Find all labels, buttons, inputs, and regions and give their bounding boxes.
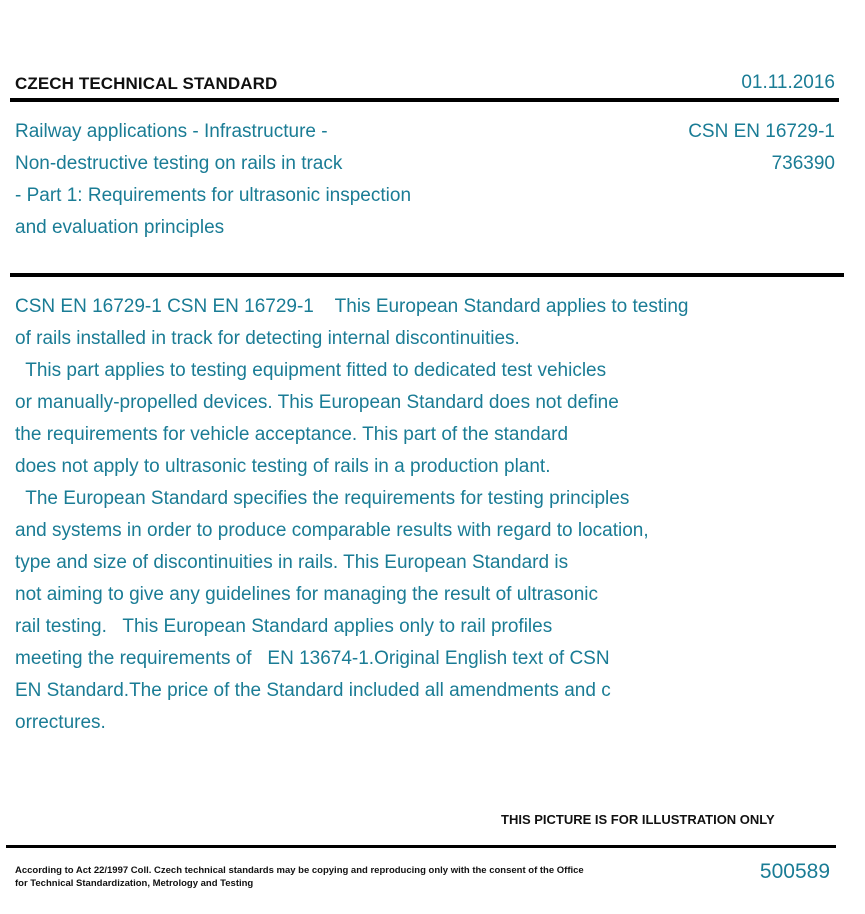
description-line: does not apply to ultrasonic testing of rails in a production plant. (15, 456, 551, 477)
description-line: type and size of discontinuities in rails. This European Standard is (15, 552, 569, 573)
description-line: not aiming to give any guidelines for managing the result of ultrasonic (15, 584, 599, 605)
description-line: This part applies to testing equipment fitted to dedicated test vehicles (15, 360, 607, 381)
legal-notice (15, 864, 615, 890)
description-line: meeting the requirements of EN 13674-1.Original English text of CSN (15, 648, 610, 669)
standard-title-line: Non-destructive testing on rails in track (15, 153, 343, 174)
standard-title-line: Railway applications - Infrastructure - (15, 121, 328, 142)
description-line: EN Standard.The price of the Standard included all amendments and c (15, 680, 611, 701)
standard-description (15, 291, 815, 739)
legal-notice-line: for Technical Standardization, Metrology and Testing (15, 878, 254, 889)
standard-title-line: and evaluation principles (15, 217, 225, 238)
standard-number: CSN EN 16729-1 (688, 121, 835, 142)
description-line: rail testing. This European Standard applies only to rail profiles (15, 616, 553, 637)
description-line: and systems in order to produce comparable results with regard to location, (15, 520, 649, 541)
description-line: or manually-propelled devices. This European Standard does not define (15, 392, 619, 413)
document-date: 01.11.2016 (741, 72, 835, 93)
illustration-disclaimer: THIS PICTURE IS FOR ILLUSTRATION ONLY (501, 812, 775, 827)
description-line: the requirements for vehicle acceptance. This part of the standard (15, 424, 569, 445)
legal-notice-line: According to Act 22/1997 Coll. Czech technical standards may be copying and reproducing only with the consent of the Office (15, 865, 584, 876)
standard-title (15, 116, 411, 244)
catalog-number: 500589 (759, 860, 830, 883)
header-divider (10, 98, 839, 102)
title-divider (10, 273, 844, 277)
description-line: CSN EN 16729-1 CSN EN 16729-1 This European Standard applies to testing (15, 296, 689, 317)
standard-codes (688, 116, 835, 180)
description-line: orrectures. (15, 712, 106, 733)
description-line: of rails installed in track for detecting internal discontinuities. (15, 328, 520, 349)
footer-divider (6, 845, 836, 848)
standard-title-line: - Part 1: Requirements for ultrasonic inspection (15, 185, 412, 206)
document-header-title: CZECH TECHNICAL STANDARD (15, 74, 278, 93)
description-line: The European Standard specifies the requirements for testing principles (15, 488, 630, 509)
classification-number: 736390 (771, 153, 835, 174)
